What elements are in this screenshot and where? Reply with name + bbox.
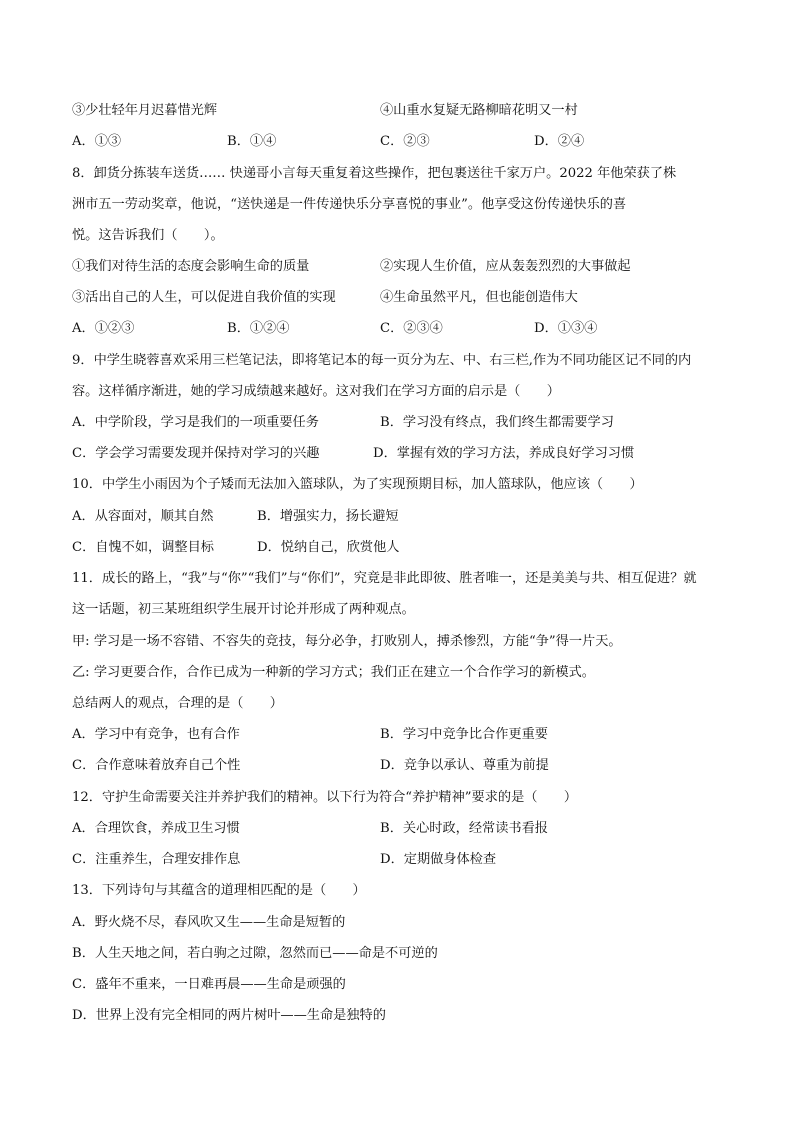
q9-choice-b: B．学习没有终点，我们终生都需要学习 (380, 415, 614, 430)
q9-choice-a: A．中学阶段，学习是我们的一项重要任务 (72, 415, 319, 430)
q11-choice-b: B．学习中竞争比合作更重要 (380, 727, 548, 742)
q8-stem-line-2: 洲市五一劳动奖章，他说，“送快递是一件传递快乐分享喜悦的事业”。他享受这份传递快乐的喜 (72, 197, 627, 212)
q10-choice-d: D．悦纳自己，欣赏他人 (257, 540, 400, 555)
q7-choice-a: A．①③ (72, 134, 122, 149)
q8-option-4: ④生命虽然平凡，但也能创造伟大 (380, 290, 578, 305)
q12-choice-c: C．注重养生，合理安排作息 (72, 852, 241, 867)
q8-stem-line-3: 悦。这告诉我们（ ）。 (72, 228, 224, 243)
q8-option-3: ③活出自己的人生，可以促进自我价值的实现 (72, 290, 336, 305)
q9-stem-line-2: 容。这样循序渐进，她的学习成绩越来越好。这对我们在学习方面的启示是（ ） (72, 384, 560, 399)
q10-stem: 10．中学生小雨因为个子矮而无法加入篮球队，为了实现预期目标，加人篮球队，他应该（ ） (72, 477, 643, 492)
q9-choice-c: C．学会学习需要发现并保持对学习的兴趣 (72, 446, 320, 461)
q12-choice-b: B．关心时政，经常读书看报 (380, 821, 548, 836)
q11-viewpoint-yi: 乙: 学习更要合作，合作已成为一种新的学习方式；我们正在建立一个合作学习的新模式。 (72, 665, 595, 680)
q13-choice-b: B．人生天地之间，若白驹之过隙，忽然而已——命是不可逆的 (72, 946, 438, 961)
q12-choice-a: A．合理饮食，养成卫生习惯 (72, 821, 240, 836)
q13-choice-a: A．野火烧不尽，春风吹又生——生命是短暂的 (72, 915, 346, 930)
q8-option-2: ②实现人生价值，应从轰轰烈烈的大事做起 (380, 259, 631, 274)
q11-viewpoint-jia: 甲: 学习是一场不容错、不容失的竞技，每分必争，打败别人，搏杀惨烈，方能“争”得一片天。 (72, 634, 622, 649)
q9-stem-line-1: 9．中学生晓蓉喜欢采用三栏笔记法，即将笔记本的每一页分为左、中、右三栏,作为不同功能区记不同的内 (72, 353, 692, 368)
q10-choice-c: C．自愧不如，调整目标 (72, 540, 214, 555)
q11-stem-line-2: 这一话题，初三某班组织学生展开讨论并形成了两种观点。 (72, 602, 415, 617)
q8-stem-line-1: 8．卸货分拣装车送货…… 快递哥小言每天重复着这些操作，把包裹送往千家万户。2022 年他荣获了株 (72, 166, 677, 181)
q7-option-3: ③少壮轻年月迟暮惜光辉 (72, 103, 218, 118)
q13-choice-d: D．世界上没有完全相同的两片树叶——生命是独特的 (72, 1008, 386, 1023)
q7-choice-b: B．①④ (227, 134, 277, 149)
q12-choice-d: D．定期做身体检查 (380, 852, 497, 867)
q11-choice-d: D．竞争以承认、尊重为前提 (380, 758, 549, 773)
q8-choice-d: D．①③④ (534, 321, 598, 336)
q8-choice-c: C．②③④ (380, 321, 443, 336)
q8-option-1: ①我们对待生活的态度会影响生命的质量 (72, 259, 310, 274)
q7-option-4: ④山重水复疑无路柳暗花明又一村 (380, 103, 578, 118)
q7-choice-c: C．②③ (380, 134, 430, 149)
q8-choice-a: A．①②③ (72, 321, 135, 336)
q11-stem-line-1: 11．成长的路上，“我”与“你”“我们”与“你们”，究竟是非此即彼、胜者唯一，还是美美与共、相互促进？就 (72, 571, 697, 586)
q10-choice-a: A．从容面对，顺其自然 (72, 509, 214, 524)
q11-choice-c: C．合作意味着放弃自己个性 (72, 758, 241, 773)
q13-choice-c: C．盛年不重来，一日难再晨——生命是顽强的 (72, 977, 346, 992)
q11-choice-a: A．学习中有竞争，也有合作 (72, 727, 240, 742)
q10-choice-b: B．增强实力，扬长避短 (257, 509, 399, 524)
q12-stem: 12．守护生命需要关注并养护我们的精神。以下行为符合“养护精神”要求的是（ ） (72, 790, 578, 805)
q7-choice-d: D．②④ (534, 134, 585, 149)
q9-choice-d: D．掌握有效的学习方法，养成良好学习习惯 (373, 446, 635, 461)
q13-stem: 13．下列诗句与其蕴含的道理相匹配的是（ ） (72, 883, 366, 898)
q8-choice-b: B．①②④ (227, 321, 290, 336)
q11-stem-line-3: 总结两人的观点，合理的是（ ） (72, 696, 283, 711)
